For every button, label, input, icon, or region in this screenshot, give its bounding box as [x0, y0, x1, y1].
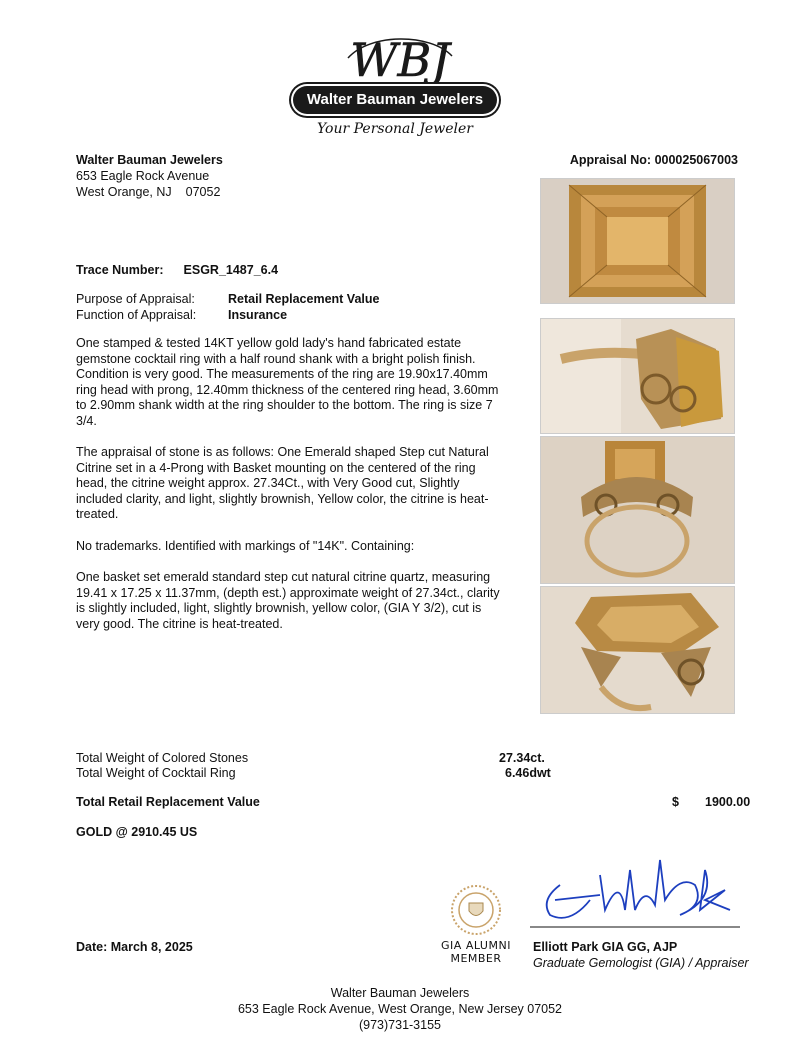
- appraisal-number: Appraisal No: 000025067003: [569, 153, 738, 167]
- wbj-monogram: [340, 28, 460, 86]
- ring-weight-value: 6.46dwt: [505, 766, 551, 780]
- gia-seal-icon: [440, 884, 512, 936]
- footer-line3: (973)731-3155: [358, 1018, 441, 1032]
- trace-number: [76, 262, 278, 278]
- description-paragraph: One basket set emerald standard step cut natural citrine quartz, measuring 19.41 x 17.25 x 11.37mm, (depth est.) approximate weight of 27.34ct., clarity is slightly included, light, slightly brownish, yellow color, (GIA Y 3/2), cut is very good. The citrine is heat-treated.: [76, 570, 500, 631]
- stones-weight-value: 27.34ct.: [499, 751, 545, 765]
- gia-alumni-badge: [440, 884, 512, 965]
- business-address: [76, 152, 223, 200]
- trace-label: Trace Number:: [76, 263, 164, 277]
- purpose-value: Retail Replacement Value: [228, 292, 380, 306]
- purpose-row: [76, 291, 379, 307]
- total-value: 1900.00: [705, 795, 751, 809]
- gia-badge-line2: MEMBER: [450, 952, 502, 965]
- total-currency: $: [672, 795, 679, 809]
- business-zip: 07052: [185, 185, 221, 199]
- ring-photo-top: [540, 178, 735, 304]
- gia-badge-line1: GIA ALUMNI: [441, 939, 511, 952]
- business-name: Walter Bauman Jewelers: [76, 153, 223, 167]
- description-paragraph: One stamped & tested 14KT yellow gold lady's hand fabricated estate gemstone cocktail ring with a half round shank with a bright polish finish. Condition is very good. The measurements of the ring are 19.90x17.40mm ring head with prong, 12.40mm thickness of the centered ring head, 3.60mm to 2.90mm shank width at the ring shoulder to the bottom. The ring is size 7 3/4.: [76, 336, 499, 428]
- total-label: Total Retail Replacement Value: [76, 795, 260, 809]
- logo-name: Walter Bauman Jewelers: [306, 91, 484, 108]
- function-row: [76, 307, 287, 323]
- appraisal-description: [76, 336, 506, 648]
- monogram-text: WBJ: [350, 33, 450, 86]
- footer-line1: Walter Bauman Jewelers: [330, 986, 470, 1000]
- business-street: 653 Eagle Rock Avenue: [76, 169, 210, 183]
- business-city: West Orange, NJ: [76, 185, 172, 199]
- footer-line2: 653 Eagle Rock Avenue, West Orange, New Jersey 07052: [237, 1002, 563, 1016]
- appraiser-signature: [530, 855, 740, 930]
- description-paragraph: No trademarks. Identified with markings of "14K". Containing:: [76, 538, 415, 553]
- logo-nameplate: [293, 86, 497, 114]
- description-paragraph: The appraisal of stone is as follows: One Emerald shaped Step cut Natural Citrine set in a 4-Prong with Basket mounting on the centered of the ring head, the citrine weight approx. 27.34Ct., with Very Good cut, Slightly included clarity, and light, slightly brownish, Yellow color, the citrine is heat-treated.: [76, 445, 489, 521]
- appraiser-name: Elliott Park GIA GG, AJP: [533, 940, 678, 954]
- ring-weight-label: Total Weight of Cocktail Ring: [76, 766, 236, 780]
- stones-weight-label: Total Weight of Colored Stones: [76, 751, 249, 765]
- ring-photo-angle: [540, 586, 735, 714]
- gold-price: GOLD @ 2910.45 US: [76, 825, 198, 839]
- ring-photo-front: [540, 436, 735, 584]
- appraiser-title: Graduate Gemologist (GIA) / Appraiser: [533, 956, 749, 970]
- trace-value: ESGR_1487_6.4: [183, 263, 279, 277]
- logo-tagline: Your Personal Jeweler: [317, 121, 473, 137]
- purpose-label: Purpose of Appraisal:: [76, 292, 195, 306]
- function-value: Insurance: [228, 308, 288, 322]
- ring-photo-side: [540, 318, 735, 434]
- appraisal-date: Date: March 8, 2025: [76, 940, 193, 954]
- business-city-line: [76, 184, 223, 200]
- footer: [0, 985, 800, 1033]
- company-logo: [290, 28, 510, 138]
- function-label: Function of Appraisal:: [76, 308, 197, 322]
